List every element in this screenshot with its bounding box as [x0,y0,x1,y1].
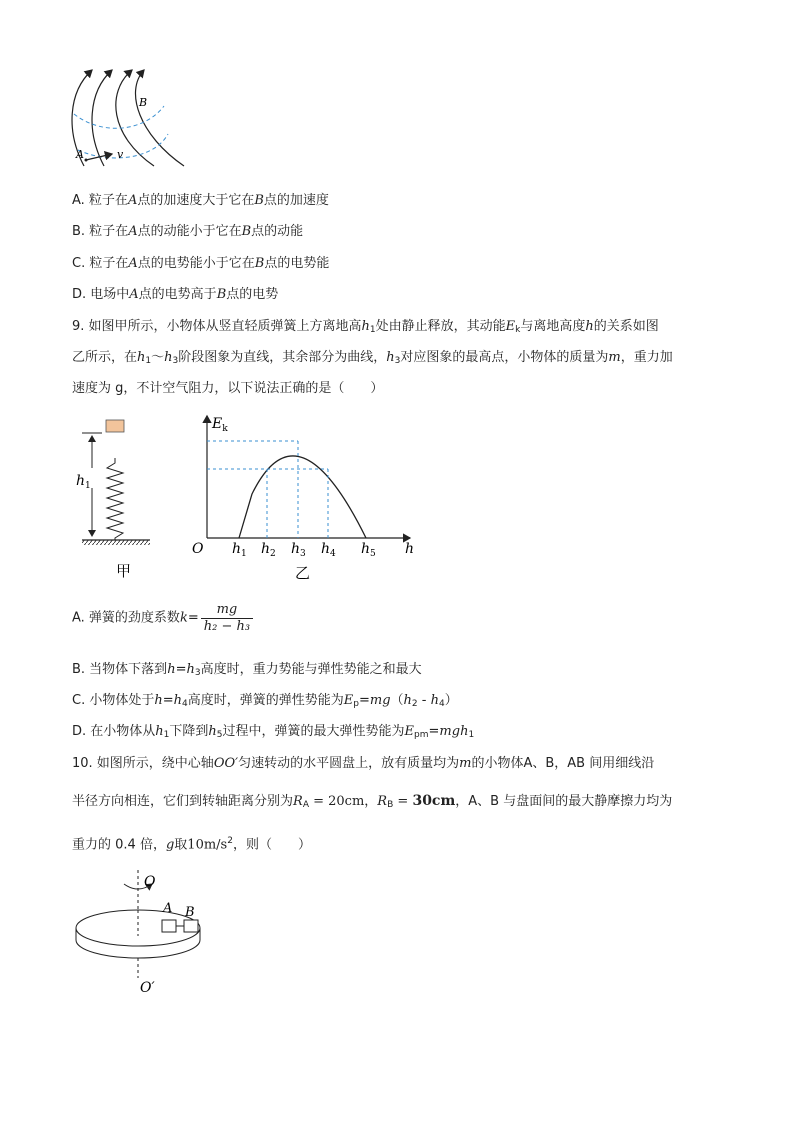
q9-option-c[interactable]: C. 小物体处于$h=h_4$高度时，弹簧的弹性势能为$E_p=mg(h_2 - h_4)$ [72,693,458,709]
field-line-4 [135,70,184,166]
tick-h1: $h_1$ [232,541,247,559]
tick-h2: $h_2$ [261,541,276,559]
q9-stem-line-1: 9. 如图甲所示，小物体从竖直轻质弹簧上方离地高$h_1$处由静止释放，其动能$E_k$与离地高度h的关系如图 [72,319,659,335]
q8-option-c[interactable]: C. 粒子在A点的电势能小于它在B点的电势能 [72,256,330,271]
label-o: O [144,874,156,890]
q8-option-d[interactable]: D. 电场中A点的电势高于B点的电势 [72,287,279,302]
label-h1: $h_1$ [76,473,91,491]
label-yi: 乙 [295,564,311,582]
block [106,420,124,432]
label-a: A [76,148,84,161]
rotating-disc-figure [70,868,210,998]
label-h-axis: h [405,541,415,557]
label-origin: O [192,541,204,557]
spring [107,458,123,540]
q10-stem-line-3: 重力的 0.4 倍，g取$10m/s^2$，则（ ） [72,836,311,853]
label-v: v [117,148,124,161]
q9-option-d[interactable]: D. 在小物体从$h_1$下降到$h_5$过程中，弹簧的最大弹性势能为$E_{pm}=mgh_1$ [72,724,475,740]
spring-energy-figure [70,408,420,588]
field-line-2 [92,70,112,166]
tick-h3: $h_3$ [291,541,306,559]
q9-option-b[interactable]: B. 当物体下落到$h=h_3$高度时，重力势能与弹性势能之和最大 [72,662,422,678]
q9-option-a[interactable]: A. 弹簧的劲度系数k= $\frac{mg}{\text{h₂ − h₃}}$ [72,602,255,635]
tick-h4: $h_4$ [321,541,336,559]
q10-stem-line-1: 10. 如图所示，绕中心轴OO′匀速转动的水平圆盘上，放有质量均为m的小物体A、B，AB 间用细线沿 [72,756,655,771]
q9-stem-line-3: 速度为 g，不计空气阻力，以下说法正确的是（ ） [72,381,384,396]
tick-h5: $h_5$ [361,541,376,559]
label-b: B [139,96,148,109]
field-lines-figure [62,62,202,174]
ek-curve [239,456,366,538]
label-block-a: A [163,901,173,916]
block-a [162,920,176,932]
label-jia: 甲 [116,562,132,580]
q8-option-a[interactable]: A. 粒子在A点的加速度大于它在B点的加速度 [72,193,329,208]
block-b [184,920,198,932]
label-block-b: B [185,905,195,920]
ground-hatch [82,540,150,545]
x-tick-labels [232,541,376,559]
q8-option-b[interactable]: B. 粒子在A点的动能小于它在B点的动能 [72,224,304,239]
label-ek: $E_k$ [212,416,228,434]
q9-stem-line-2: 乙所示，在$h_1\sim h_3$阶段图象为直线，其余部分为曲线，$h_3$对应图象的最高点，小物体的质量为m，重力加 [72,350,673,366]
stiffness-fraction: $\frac{mg}{\text{h₂ − h₃}}$ [201,602,253,635]
label-o-prime: O′ [140,980,155,996]
point-a [85,159,88,162]
q10-stem-line-2: 半径方向相连，它们到转轴距离分别为$R_A = 20cm$，$R_B = 30cm$，A、B 与盘面间的最大静摩擦力均为 [72,793,673,810]
